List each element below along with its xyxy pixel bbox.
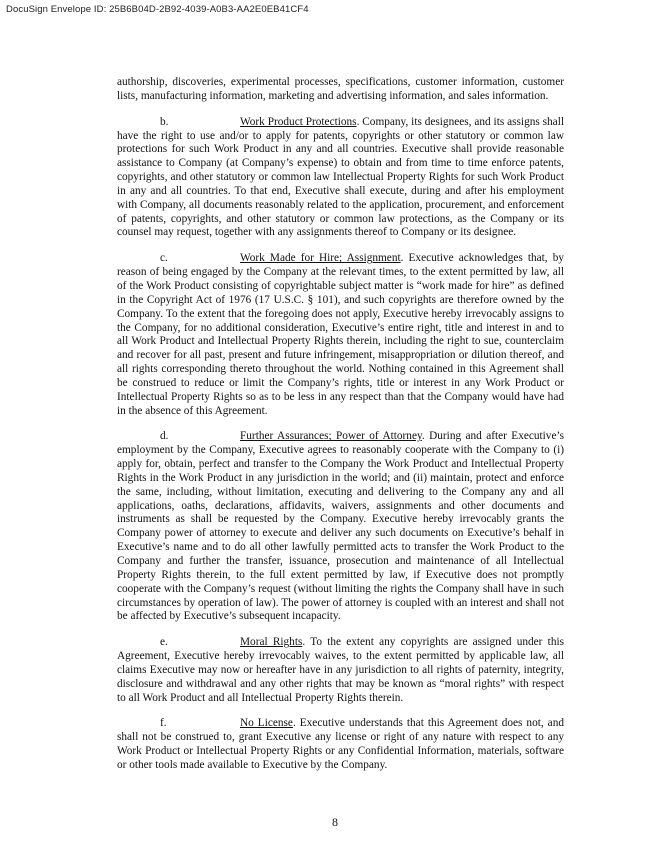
section-c-number: c.: [160, 252, 168, 265]
section-b-body: . Company, its designees, and its assigns shall have the right to use and/or to apply for patents, copyrights or other statutory or common law protections for such Work Product in any and all countries. Executive shall provide reasonable assistance to Company (at Company’s expense) to obtain and from time to time enforce patents, copyrights, and other statutory or common law Intellectual Property Rights for such Work Product in any and all countries. To that end, Executive shall execute, during and after his employment with Company, all documents reasonably related to the application, procurement, and enforcement of patents, copyrights, and other statutory or common law protections, as the Company or its counsel may request, together with any assignments thereof to Company or its designee.: [117, 115, 564, 239]
section-f: [117, 717, 564, 772]
section-b-heading: Work Product Protections: [240, 115, 357, 128]
section-c-heading: Work Made for Hire; Assignment: [240, 252, 401, 265]
section-c-body: . Executive acknowledges that, by reason of being engaged by the Company at the relevant times, to the extent permitted by law, all of the Work Product consisting of copyrightable subject matter is “work made for hire” as defined in the Copyright Act of 1976 (17 U.S.C. § 101), and such copyrights are therefore owned by the Company. To the extent that the foregoing does not apply, Executive hereby irrevocably assigns to the Company, for no additional consideration, Executive’s entire right, title and interest in and to all Work Product and Intellectual Property Rights therein, including the right to sue, counterclaim and recover for all past, present and future infringement, misappropriation or dilution thereof, and all rights corresponding thereto throughout the world. Nothing contained in this Agreement shall be construed to reduce or limit the Company’s rights, title or interest in any Work Product or Intellectual Property Rights so as to be less in any respect than that the Company would have had in the absence of this Agreement.: [117, 252, 564, 417]
section-b-number: b.: [160, 115, 169, 128]
section-f-body: . Executive understands that this Agreement does not, and shall not be construed to, grant Executive any license or right of any nature with respect to any Work Product or Intellectual Property Rights or any Confidential Information, materials, software or other tools made available to Executive by the Company.: [117, 717, 564, 771]
section-e: [117, 636, 564, 705]
section-e-heading: Moral Rights: [240, 636, 303, 649]
docusign-envelope-id: DocuSign Envelope ID: 25B6B04D-2B92-4039-A0B3-AA2E0EB41CF4: [6, 4, 309, 15]
section-b: [117, 116, 564, 241]
section-f-number: f.: [160, 717, 167, 730]
section-c: [117, 252, 564, 418]
intro-paragraph: authorship, discoveries, experimental processes, specifications, customer information, customer lists, manufacturing information, marketing and advertising information, and sales information.: [117, 76, 564, 102]
section-d-body: . During and after Executive’s employment by the Company, Executive agrees to reasonably cooperate with the Company to (i) apply for, obtain, perfect and transfer to the Company the Work Product and Intellectual Property Rights in the Work Product in any jurisdiction in the world; and (ii) maintain, protect and enforce the same, including, without limitation, executing and delivering to the Company any and all applications, oaths, declarations, affidavits, waivers, assignments and other documents and instruments as shall be requested by the Company. Executive hereby irrevocably grants the Company power of attorney to execute and deliver any such documents on Executive’s behalf in Executive’s name and to do all other lawfully permitted acts to transfer the Work Product to the Company and further the transfer, issuance, prosecution and maintenance of all Intellectual Property Rights therein, to the full extent permitted by law, if Executive does not promptly cooperate with the Company’s request (without limiting the rights the Company shall have in such circumstances by operation of law). The power of attorney is coupled with an interest and shall not be affected by Executive’s subsequent incapacity.: [117, 430, 565, 623]
section-e-body: . To the extent any copyrights are assigned under this Agreement, Executive hereby irrevocably waives, to the extent permitted by applicable law, all claims Executive may now or hereafter have in any jurisdiction to all rights of paternity, integrity, disclosure and withdrawal and any other rights that may be known as “moral rights” with respect to all Work Product and all Intellectual Property Rights therein.: [117, 636, 565, 704]
section-e-number: e.: [160, 636, 168, 649]
page-number: 8: [332, 815, 338, 829]
section-d-heading: Further Assurances; Power of Attorney: [240, 430, 422, 443]
section-f-heading: No License: [240, 717, 293, 730]
section-d: [117, 430, 564, 624]
document-body: [117, 76, 564, 785]
section-d-number: d.: [160, 430, 169, 443]
